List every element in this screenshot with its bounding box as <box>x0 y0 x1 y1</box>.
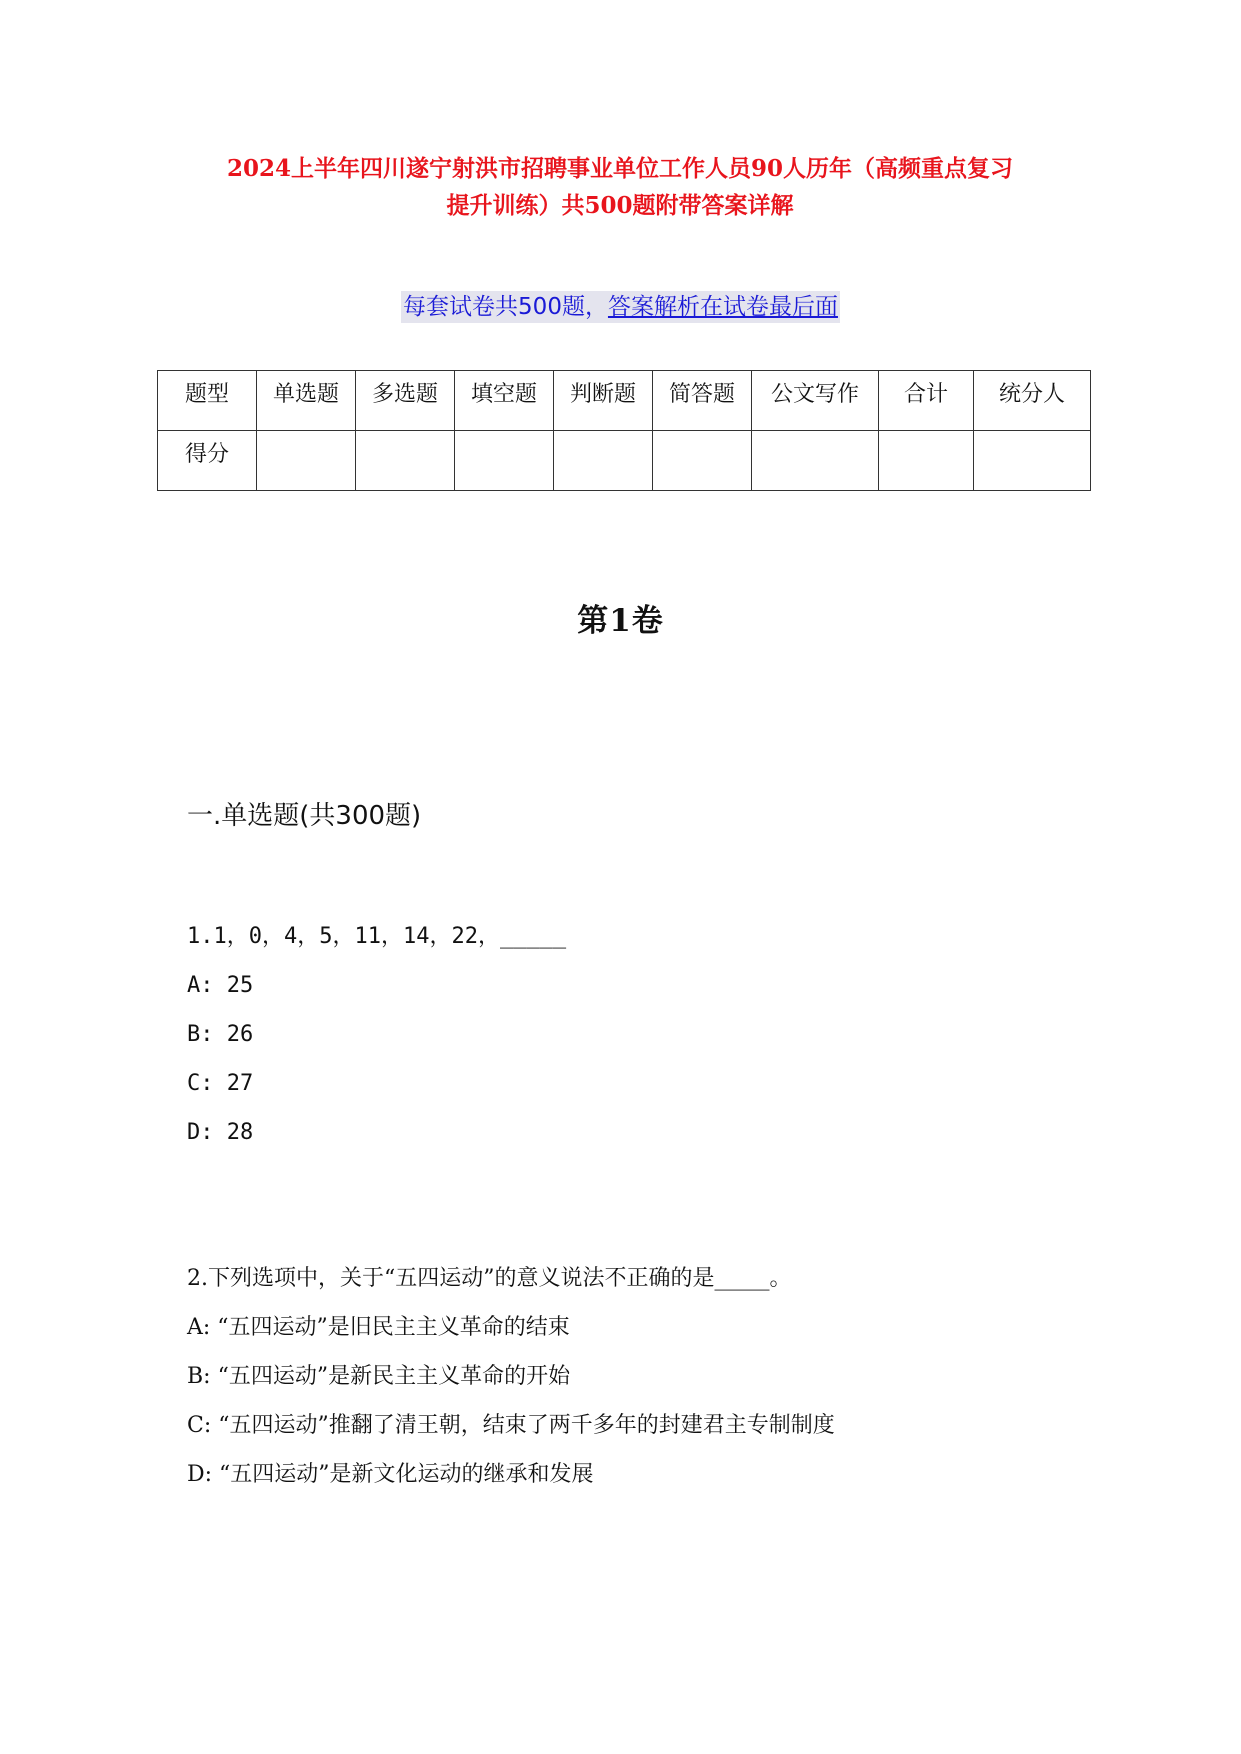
header-cell: 单选题 <box>257 371 356 431</box>
score-cell[interactable] <box>356 431 455 491</box>
document-title-line-2: 提升训练）共500题附带答案详解 <box>446 192 794 219</box>
question-option[interactable]: A: 25 <box>187 973 254 998</box>
question-option[interactable]: C: “五四运动”推翻了清王朝，结束了两千多年的封建君主专制制度 <box>187 1413 835 1438</box>
score-table-header-row <box>158 371 1091 431</box>
volume-title: 第1卷 <box>577 603 664 639</box>
question-stem: 1.1，0，4，5，11，14，22，_____ <box>187 924 567 949</box>
section-title: 一.单选题(共300题) <box>187 801 422 831</box>
question-option[interactable]: C: 27 <box>187 1071 254 1096</box>
header-cell: 简答题 <box>653 371 752 431</box>
question-option[interactable]: B: 26 <box>187 1022 254 1047</box>
header-cell: 判断题 <box>554 371 653 431</box>
subtitle-wrap <box>0 291 1241 323</box>
question-2 <box>187 1254 835 1499</box>
document-title <box>150 150 1090 224</box>
header-cell: 统分人 <box>974 371 1091 431</box>
header-cell: 填空题 <box>455 371 554 431</box>
score-table <box>157 370 1091 491</box>
subtitle-prefix: 每套试卷共500题， <box>403 294 608 320</box>
score-table-score-row <box>158 431 1091 491</box>
score-row-label: 得分 <box>158 431 257 491</box>
header-cell: 题型 <box>158 371 257 431</box>
header-cell: 合计 <box>879 371 974 431</box>
score-cell[interactable] <box>879 431 974 491</box>
score-cell[interactable] <box>752 431 879 491</box>
question-option[interactable]: B: “五四运动”是新民主主义革命的开始 <box>187 1364 571 1389</box>
score-cell[interactable] <box>257 431 356 491</box>
subtitle <box>401 291 840 323</box>
header-cell: 公文写作 <box>752 371 879 431</box>
question-1 <box>187 912 566 1157</box>
score-cell[interactable] <box>653 431 752 491</box>
question-option[interactable]: A: “五四运动”是旧民主主义革命的结束 <box>187 1315 570 1340</box>
document-title-line-1: 2024上半年四川遂宁射洪市招聘事业单位工作人员90人历年（高频重点复习 <box>226 155 1014 182</box>
score-cell[interactable] <box>974 431 1091 491</box>
question-option[interactable]: D: 28 <box>187 1120 254 1145</box>
subtitle-link[interactable]: 答案解析在试卷最后面 <box>607 294 838 320</box>
header-cell: 多选题 <box>356 371 455 431</box>
question-option[interactable]: D: “五四运动”是新文化运动的继承和发展 <box>187 1462 594 1487</box>
score-cell[interactable] <box>554 431 653 491</box>
score-cell[interactable] <box>455 431 554 491</box>
question-stem: 2.下列选项中，关于“五四运动”的意义说法不正确的是_____。 <box>187 1266 792 1291</box>
